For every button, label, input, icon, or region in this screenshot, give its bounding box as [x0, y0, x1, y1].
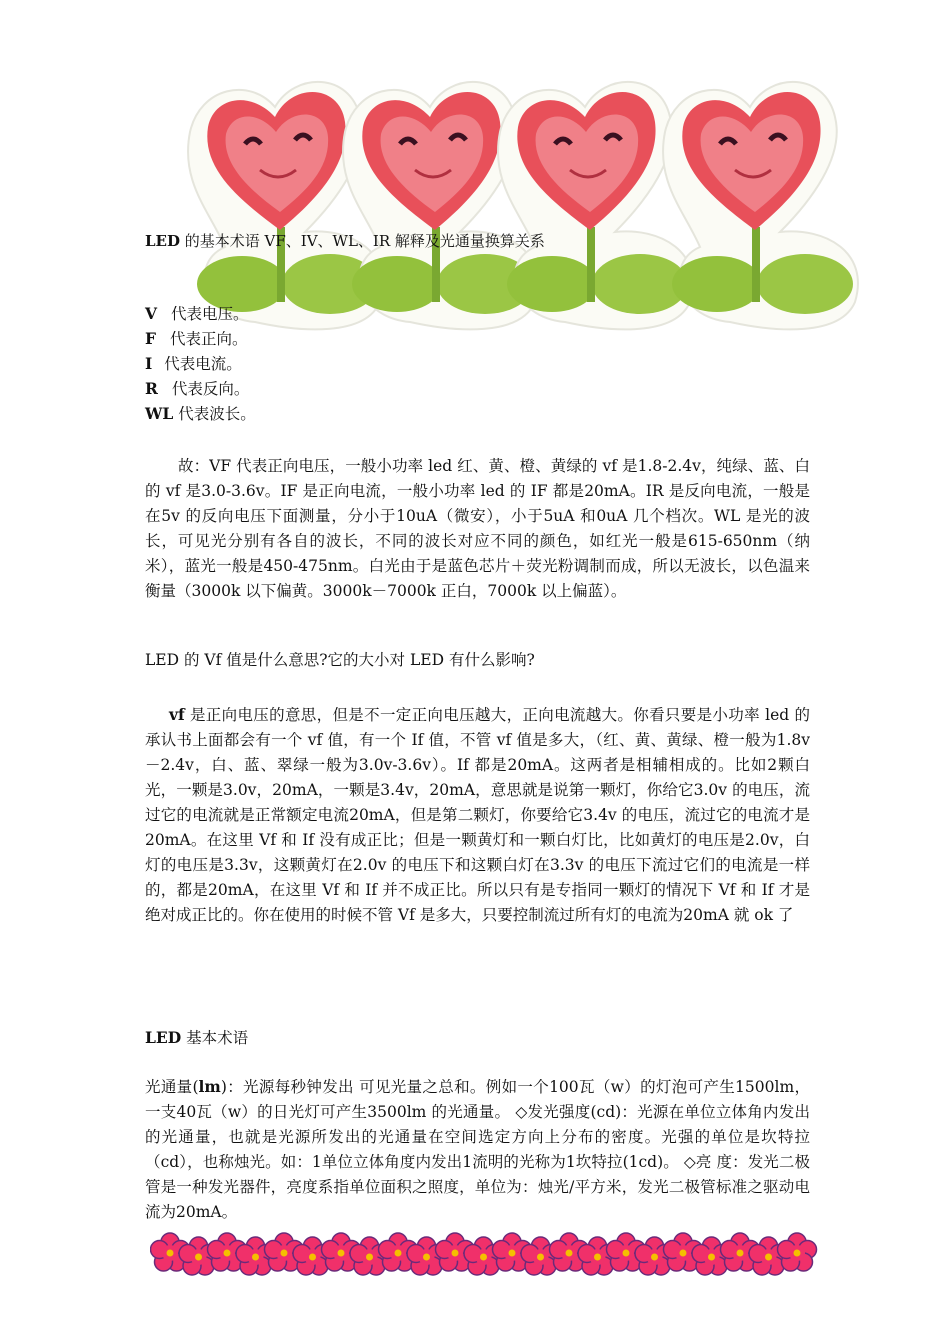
vf-answer-paragraph: vf 是正向电压的意思，但是不一定正向电压越大，正向电流越大。你看只要是小功率 led 的承认书上面都会有一个 vf 值，有一个 If 值，不管 vf 值是多大，（红、黄、黄绿、橙一般为1.8v－2.4v，白、蓝、翠绿一般为3.0v-3.6v）。If 都是20mA。这两者是相辅相成的。比如2颗白光，一颗是3.0v，20mA，一颗是3.4v，20mA，意思就是说第一颗灯，你给它3.0v 的电压，流过它的电流就是正常额定电流20mA，但是第二颗灯，你要给它3.4v 的电压，流过它的电流才是20mA。在这里 Vf 和 If 没有成正比；但是一颗黄灯和一颗白灯比，比如黄灯的电压是2.0v，白灯的电压是3.3v，这颗黄灯在2.0v 的电压下和这颗白灯在3.3v 的电压下流过它们的电流是一样的，都是20mA，在这里 Vf 和 If 并不成正比。所以只有是专指同一颗灯的情况下 Vf 和 If 才是绝对成正比的。你在使用的时候不管 Vf 是多大，只要控制流过所有灯的电流为20mA 就 ok 了 [145, 705, 810, 924]
term-item: R 代表反向。 [145, 379, 250, 398]
vf-explanation-paragraph: 故：VF 代表正向电压，一般小功率 led 红、黄、橙、黄绿的 vf 是1.8-2.4v，纯绿、蓝、白的 vf 是3.0-3.6v。IF 是正向电流，一般小功率 led 的 IF 都是20mA。IR 是反向电流，一般是在5v 的反向电压下面测量，分小于10uA（微安），小于5uA 和0uA 几个档次。WL 是光的波长，可见光分别有各自的波长，不同的波长对应不同的颜色，如红光一般是615-650nm（纳米），蓝光一般是450-475nm。白光由于是蓝色芯片＋荧光粉调制而成，所以无波长，以色温来衡量（3000k 以下偏黄。3000k－7000k 正白，7000k 以上偏蓝）。 [145, 457, 810, 600]
term-list [145, 301, 810, 426]
term-item: I 代表电流。 [145, 354, 242, 373]
term-item: V 代表电压。 [145, 304, 249, 323]
question-heading: LED 的 Vf 值是什么意思?它的大小对 LED 有什么影响? [145, 651, 535, 669]
flower-border-decoration [150, 1228, 830, 1282]
pink-flower-icon [778, 1233, 817, 1271]
document-title: LED 的基本术语 VF、IV、WL、IR 解释及光通量换算关系 [145, 232, 545, 250]
luminous-flux-paragraph: 光通量(lm)：光源每秒钟发出 可见光量之总和。例如一个100瓦（w）的灯泡可产生1500lm，一支40瓦（w）的日光灯可产生3500lm 的光通量。 ◇发光强度(cd)：光源在单位立体角内发出的光通量，也就是光源所发出的光通量在空间选定方向上分布的密度。光强的单位是坎特拉（cd），也称烛光。如：1单位立体角度内发出1流明的光称为1坎特拉(1cd)。 ◇亮 度：发光二极管是一种发光器件，亮度系指单位面积之照度，单位为：烛光/平方米，发光二极管标准之驱动电流为20mA。 [145, 1077, 810, 1221]
term-item: WL 代表波长。 [145, 404, 256, 423]
term-item: F 代表正向。 [145, 329, 248, 348]
section-heading: LED 基本术语 [145, 1028, 249, 1047]
